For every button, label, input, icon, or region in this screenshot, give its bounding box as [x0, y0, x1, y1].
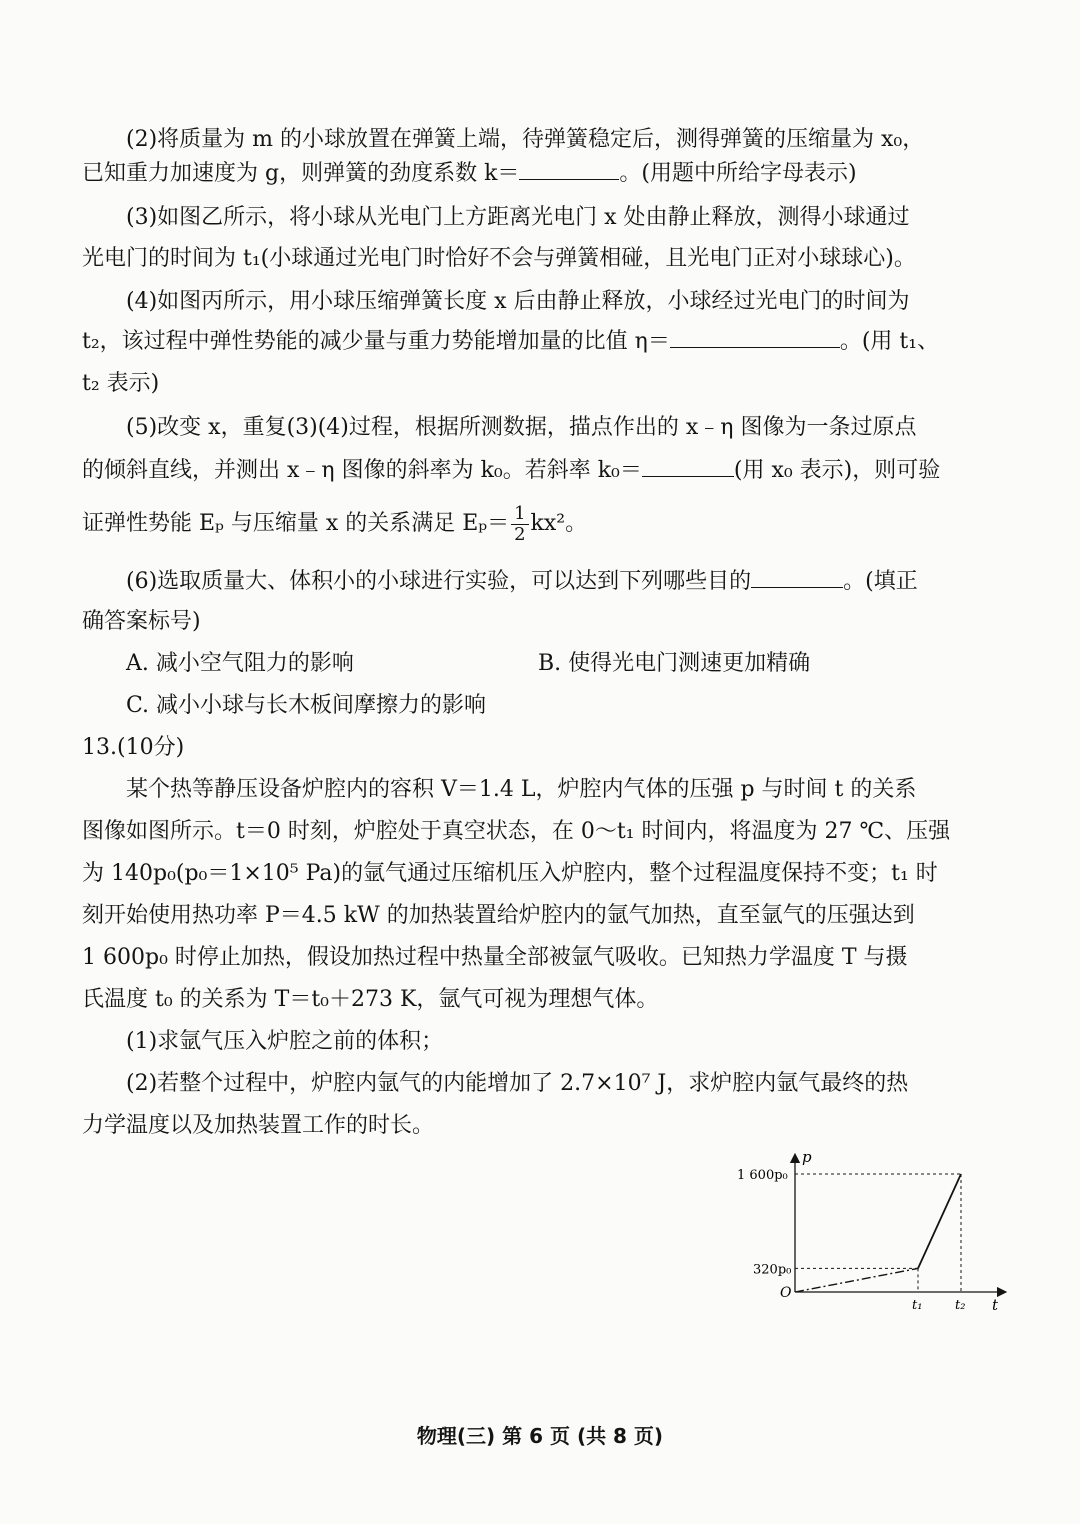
- segment-heating: [918, 1174, 961, 1268]
- y-axis-label: p: [802, 1150, 812, 1166]
- p4-line3: t₂ 表示): [82, 371, 160, 396]
- p5-line2: 的倾斜直线，并测出 x﹣η 图像的斜率为 k₀。若斜率 k₀＝ (用 x₀ 表示)，则可验: [82, 458, 941, 483]
- q13-line1: 某个热等静压设备炉腔内的容积 V＝1.4 L，炉腔内气体的压强 p 与时间 t 的关系: [126, 777, 917, 802]
- option-c: C. 减小小球与长木板间摩擦力的影响: [126, 693, 487, 718]
- p3-line2: 光电门的时间为 t₁(小球通过光电门时恰好不会与弹簧相碰，且光电门正对小球球心)。: [82, 246, 916, 271]
- p2-line1: (2)将质量为 m 的小球放置在弹簧上端，待弹簧稳定后，测得弹簧的压缩量为 x₀，: [126, 127, 925, 152]
- answer-blank-options[interactable]: [751, 586, 843, 588]
- question-13-header: 13.(10分): [82, 735, 185, 760]
- q13-sub1: (1)求氩气压入炉腔之前的体积；: [126, 1029, 444, 1054]
- p5-line1: (5)改变 x，重复(3)(4)过程，根据所测数据，描点作出的 x﹣η 图像为一条过原点: [126, 415, 917, 440]
- p4-line1: (4)如图丙所示，用小球压缩弹簧长度 x 后由静止释放，小球经过光电门的时间为: [126, 289, 910, 314]
- p6-line1: (6)选取质量大、体积小的小球进行实验，可以达到下列哪些目的 。(填正: [126, 569, 918, 594]
- q13-line6: 氏温度 t₀ 的关系为 T＝t₀＋273 K，氩气可视为理想气体。: [82, 987, 659, 1012]
- y-tick-label-320: 320p₀: [753, 1262, 792, 1278]
- answer-blank-eta[interactable]: [670, 346, 840, 348]
- answer-blank-k[interactable]: [519, 178, 619, 180]
- q13-sub2-line1: (2)若整个过程中，炉腔内氩气的内能增加了 2.7×10⁷ J，求炉腔内氩气最终的热: [126, 1071, 909, 1096]
- option-a: A. 减小空气阻力的影响: [126, 651, 354, 676]
- p2-line2: 已知重力加速度为 g，则弹簧的劲度系数 k＝ 。(用题中所给字母表示): [82, 161, 857, 186]
- q13-line4: 刻开始使用热功率 P＝4.5 kW 的加热装置给炉腔内的氩气加热，直至氩气的压强达到: [82, 903, 915, 928]
- q13-line3: 为 140p₀(p₀＝1×10⁵ Pa)的氩气通过压缩机压入炉腔内，整个过程温度保持不变；t₁ 时: [82, 861, 938, 886]
- pressure-time-graph: [730, 1150, 1010, 1320]
- answer-blank-k0[interactable]: [642, 475, 734, 477]
- page-footer: 物理(三) 第 6 页 (共 8 页): [416, 1424, 664, 1448]
- p6-line2: 确答案标号): [82, 609, 201, 634]
- origin-label: O: [780, 1285, 792, 1301]
- p4-line2: t₂，该过程中弹性势能的减少量与重力势能增加量的比值 η＝ 。(用 t₁、: [82, 329, 940, 354]
- q13-sub2-line2: 力学温度以及加热装置工作的时长。: [82, 1113, 435, 1138]
- segment-compression: [795, 1268, 918, 1292]
- fraction-one-half: $\frac{1}{2}$: [511, 504, 528, 545]
- y-tick-label-1600: 1 600p₀: [737, 1168, 788, 1183]
- p5-line3: 证弹性势能 Eₚ 与压缩量 x 的关系满足 Eₚ＝ $\frac{1}{2}$ kx²。: [82, 502, 588, 545]
- x-tick-label-t2: t₂: [955, 1298, 966, 1313]
- x-tick-label-t1: t₁: [912, 1298, 923, 1313]
- x-axis-label: t: [992, 1296, 999, 1314]
- q13-line2: 图像如图所示。t＝0 时刻，炉腔处于真空状态，在 0～t₁ 时间内，将温度为 27 ℃、压强: [82, 819, 951, 844]
- option-b: B. 使得光电门测速更加精确: [538, 651, 811, 676]
- q13-line5: 1 600p₀ 时停止加热，假设加热过程中热量全部被氩气吸收。已知热力学温度 T 与摄: [82, 945, 908, 970]
- p3-line1: (3)如图乙所示，将小球从光电门上方距离光电门 x 处由静止释放，测得小球通过: [126, 205, 910, 230]
